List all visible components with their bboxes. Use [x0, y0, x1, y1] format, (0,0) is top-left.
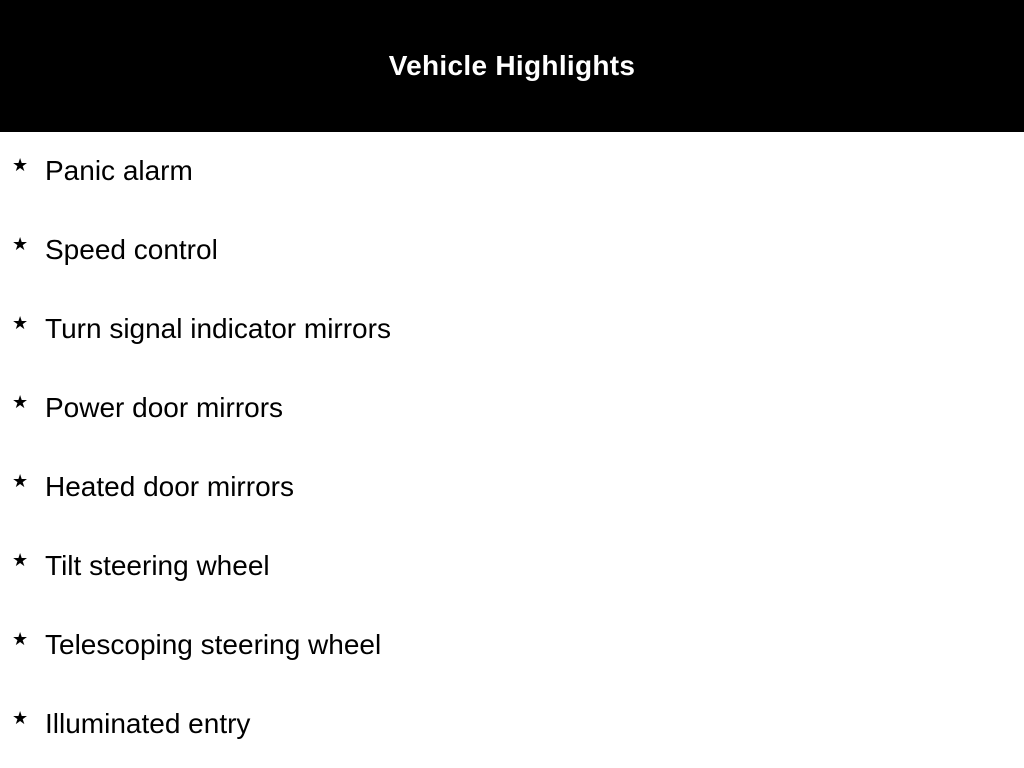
list-item	[0, 448, 1024, 527]
star-icon: ★	[12, 708, 29, 729]
highlight-label: Speed control	[45, 234, 218, 265]
highlight-label: Panic alarm	[45, 155, 193, 186]
highlight-label: Illuminated entry	[45, 708, 251, 739]
star-icon: ★	[12, 392, 29, 413]
star-icon: ★	[12, 471, 29, 492]
highlight-label: Tilt steering wheel	[45, 550, 270, 581]
star-icon: ★	[12, 550, 29, 571]
highlight-label: Power door mirrors	[45, 392, 284, 423]
list-item	[0, 606, 1024, 685]
list-item	[0, 211, 1024, 290]
header-bar	[0, 0, 1024, 132]
list-item	[0, 685, 1024, 764]
list-item	[0, 290, 1024, 369]
star-icon: ★	[12, 155, 29, 176]
highlight-label: Turn signal indicator mirrors	[45, 313, 391, 344]
star-icon: ★	[12, 313, 29, 334]
list-item	[0, 132, 1024, 211]
highlight-label: Telescoping steering wheel	[45, 629, 382, 660]
list-item	[0, 527, 1024, 606]
star-icon: ★	[12, 234, 29, 255]
highlights-list	[0, 132, 1024, 764]
star-icon: ★	[12, 629, 29, 650]
page-title: Vehicle Highlights	[388, 49, 636, 81]
list-item	[0, 369, 1024, 448]
highlight-label: Heated door mirrors	[45, 471, 294, 502]
